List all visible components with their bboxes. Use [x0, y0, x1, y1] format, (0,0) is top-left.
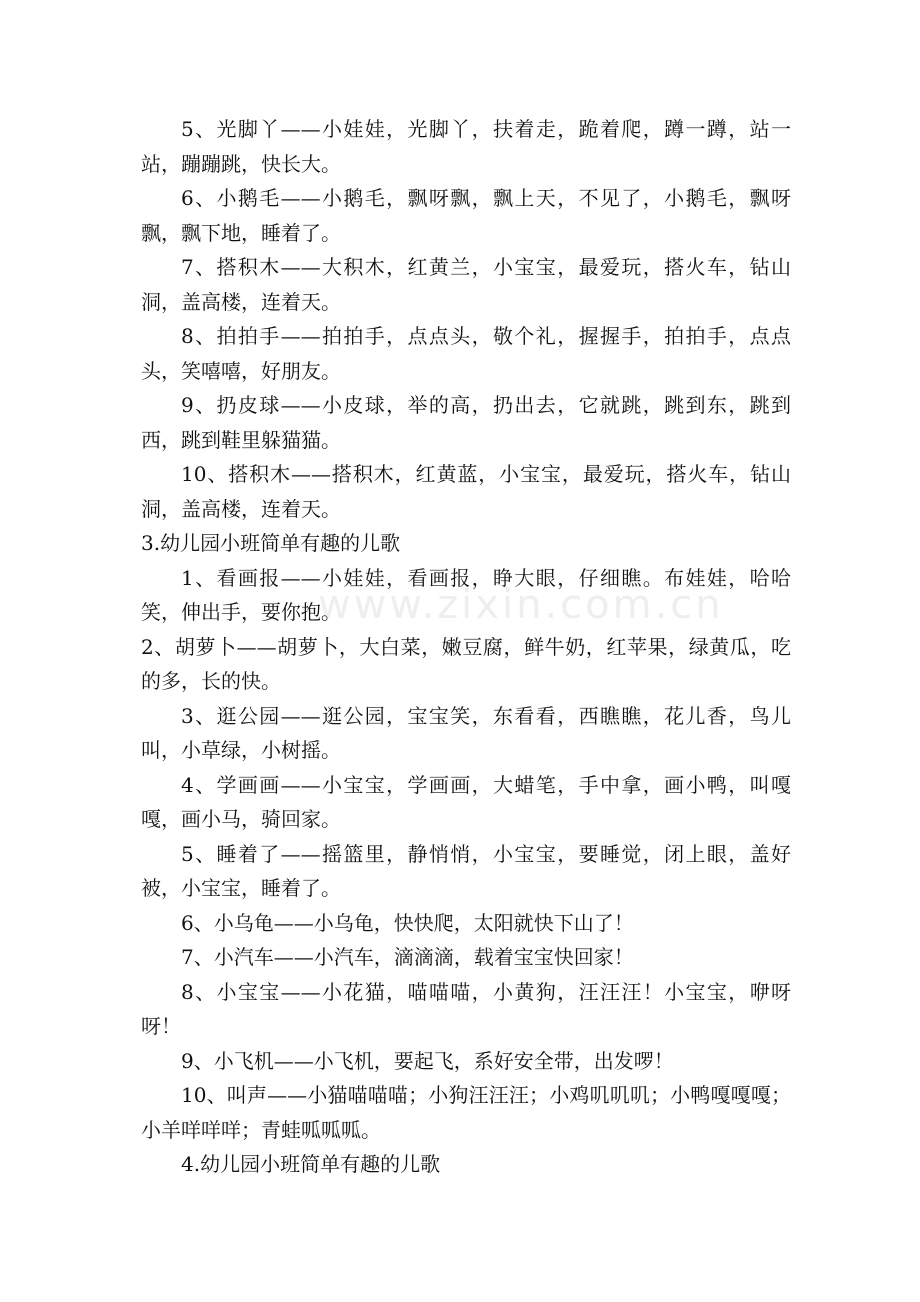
poem-6-turtle: 6、小乌龟——小乌龟，快快爬，太阳就快下山了！: [181, 910, 634, 935]
poem-5-asleep: 5、睡着了——摇篮里，静悄悄，小宝宝，要睡觉，闭上眼，盖好被，小宝宝，睡着了。: [141, 841, 791, 900]
section-heading-4: 4.幼儿园小班简单有趣的儿歌: [181, 1152, 441, 1176]
poem-8-clap-hands: 8、拍拍手——拍拍手，点点头，敬个礼，握握手，拍拍手，点点头，笑嘻嘻，好朋友。: [141, 324, 791, 383]
watermark: www.zixin.com.cn: [318, 582, 724, 628]
poem-4-drawing: 4、学画画——小宝宝，学画画，大蜡笔，手中拿，画小鸭，叫嘎嘎，画小马，骑回家。: [141, 772, 791, 831]
poem-9-airplane: 9、小飞机——小飞机，要起飞，系好安全带，出发啰！: [181, 1048, 674, 1073]
poem-7-building-blocks: 7、搭积木——大积木，红黄兰，小宝宝，最爱玩，搭火车，钻山洞，盖高楼，连着天。: [141, 255, 791, 314]
document-body: [141, 112, 791, 1182]
poem-1-picture-book: 1、看画报——小娃娃，看画报，睁大眼，仔细瞧。布娃娃，哈哈笑，伸出手，要你抱。: [141, 565, 791, 624]
poem-10-animal-sounds: 10、叫声——小猫喵喵喵；小狗汪汪汪；小鸡叽叽叽；小鸭嘎嘎嘎；小羊咩咩咩；青蛙呱呱呱。: [141, 1083, 791, 1142]
poem-5-bare-feet: 5、光脚丫——小娃娃，光脚丫，扶着走，跪着爬，蹲一蹲，站一站，蹦蹦跳，快长大。: [141, 117, 791, 176]
poem-7-car: 7、小汽车——小汽车，滴滴滴，载着宝宝快回家！: [181, 945, 634, 969]
section-heading-3: 3.幼儿园小班简单有趣的儿歌: [141, 531, 401, 555]
poem-3-park: 3、逛公园——逛公园，宝宝笑，东看看，西瞧瞧，花儿香，鸟儿叫，小草绿，小树摇。: [141, 703, 791, 762]
poem-2-carrot: 2、胡萝卜——胡萝卜，大白菜，嫩豆腐，鲜牛奶，红苹果，绿黄瓜，吃的多，长的快。: [141, 634, 791, 693]
poem-6-goose-feather: 6、小鹅毛——小鹅毛，飘呀飘，飘上天，不见了，小鹅毛，飘呀飘，飘下地，睡着了。: [141, 186, 791, 245]
poem-10-building-blocks: 10、搭积木——搭积木，红黄蓝，小宝宝，最爱玩，搭火车，钻山洞，盖高楼，连着天。: [141, 462, 791, 521]
poem-8-baby: 8、小宝宝——小花猫，喵喵喵，小黄狗，汪汪汪！小宝宝，咿呀呀！: [141, 979, 791, 1038]
poem-9-throw-ball: 9、扔皮球——小皮球，举的高，扔出去，它就跳，跳到东，跳到西，跳到鞋里躲猫猫。: [141, 393, 791, 452]
